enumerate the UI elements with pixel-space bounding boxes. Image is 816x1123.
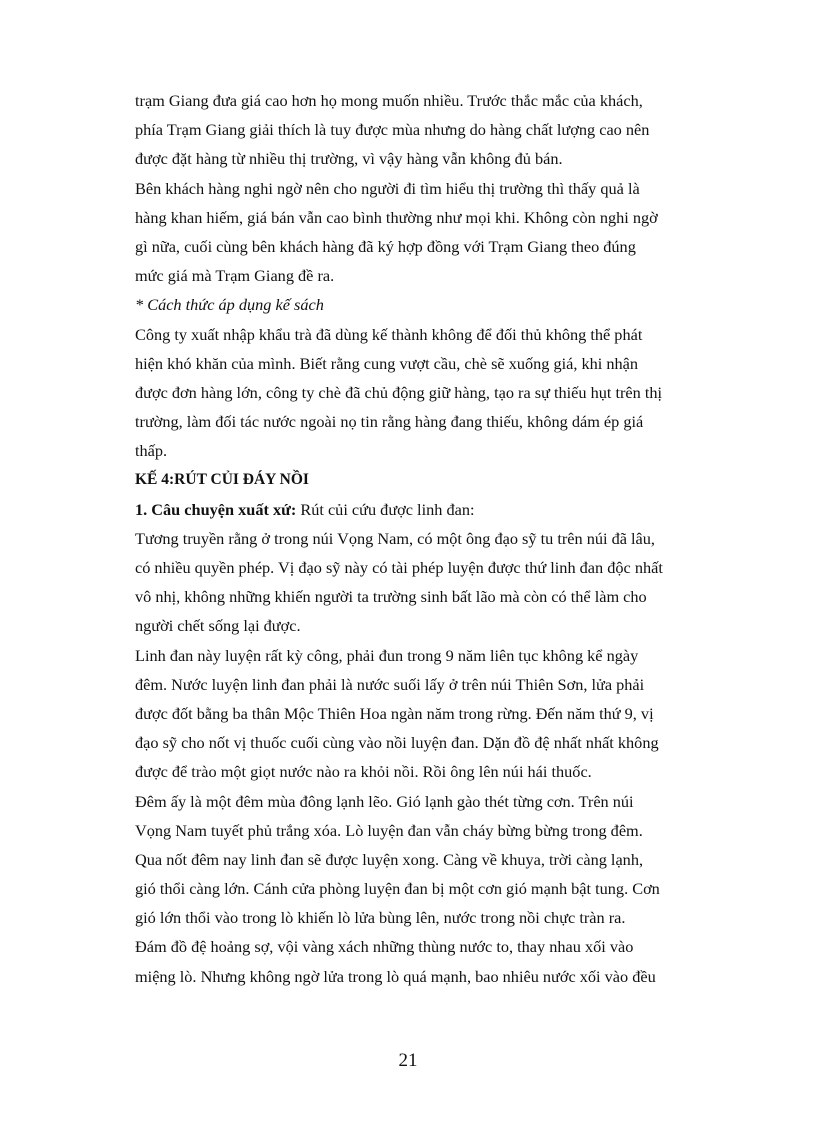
paragraph-line: được đốt bằng ba thân Mộc Thiên Hoa ngàn năm trong rừng. Đến năm thứ 9, vị bbox=[135, 703, 654, 723]
paragraph-line: có nhiều quyền phép. Vị đạo sỹ này có tài phép luyện được thứ linh đan độc nhất bbox=[135, 558, 663, 577]
paragraph-line: được đơn hàng lớn, công ty chè đã chủ động giữ hàng, tạo ra sự thiếu hụt trên thị bbox=[135, 382, 663, 402]
subheading: * Cách thức áp dụng kế sách bbox=[135, 295, 324, 315]
document-page bbox=[135, 86, 715, 991]
paragraph-line: Đám đồ đệ hoảng sợ, vội vàng xách những thùng nước to, thay nhau xối vào bbox=[135, 937, 634, 957]
paragraph-line: gió thổi càng lớn. Cánh cửa phòng luyện đan bị một cơn gió mạnh bật tung. Cơn bbox=[135, 879, 660, 899]
paragraph-line: được để trào một giọt nước nào ra khỏi nồi. Rồi ông lên núi hái thuốc. bbox=[135, 762, 592, 782]
paragraph-line: trạm Giang đưa giá cao hơn họ mong muốn nhiều. Trước thắc mắc của khách, bbox=[135, 91, 643, 110]
paragraph-line: hàng khan hiếm, giá bán vẫn cao bình thường như mọi khi. Không còn nghi ngờ bbox=[135, 207, 658, 227]
paragraph-line: đạo sỹ cho nốt vị thuốc cuối cùng vào nồi luyện đan. Dặn đồ đệ nhất nhất không bbox=[135, 733, 659, 753]
paragraph-line: miệng lò. Nhưng không ngờ lửa trong lò quá mạnh, bao nhiêu nước xối vào đều bbox=[135, 966, 656, 986]
paragraph-line: trường, làm đối tác nước ngoài nọ tin rằng hàng đang thiếu, không dám ép giá bbox=[135, 412, 644, 432]
story-title: Rút củi cứu được linh đan: bbox=[296, 499, 475, 519]
paragraph-line: vô nhị, không những khiến người ta trường sinh bất lão mà còn có thể làm cho bbox=[135, 587, 647, 607]
paragraph-line: đêm. Nước luyện linh đan phải là nước suối lấy ở trên núi Thiên Sơn, lửa phải bbox=[135, 674, 645, 694]
paragraph-line: Bên khách hàng nghi ngờ nên cho người đi tìm hiểu thị trường thì thấy quả là bbox=[135, 178, 640, 198]
paragraph-line: Linh đan này luyện rất kỳ công, phải đun trong 9 năm liên tục không kể ngày bbox=[135, 645, 639, 665]
paragraph-line: được đặt hàng từ nhiều thị trường, vì vậy hàng vẫn không đủ bán. bbox=[135, 149, 563, 169]
paragraph-line: Công ty xuất nhập khẩu trà đã dùng kế thành không để đối thủ không thể phát bbox=[135, 324, 643, 344]
paragraph-line: gì nữa, cuối cùng bên khách hàng đã ký hợp đồng với Trạm Giang theo đúng bbox=[135, 236, 636, 256]
paragraph-line: phía Trạm Giang giải thích là tuy được mùa nhưng do hàng chất lượng cao nên bbox=[135, 120, 650, 140]
paragraph-line: gió lớn thổi vào trong lò khiến lò lửa bùng lên, nước trong nồi chực tràn ra. bbox=[135, 908, 626, 928]
paragraph-line: Qua nốt đêm nay linh đan sẽ được luyện xong. Càng về khuya, trời càng lạnh, bbox=[135, 849, 644, 869]
paragraph-line: thấp. bbox=[135, 441, 168, 461]
section-heading: KẾ 4:RÚT CỦI ĐÁY NỒI bbox=[135, 471, 309, 489]
paragraph-line: Vọng Nam tuyết phủ trắng xóa. Lò luyện đan vẫn cháy bừng bừng trong đêm. bbox=[135, 820, 643, 840]
paragraph-line: người chết sống lại được. bbox=[135, 616, 301, 636]
paragraph-line: mức giá mà Trạm Giang đề ra. bbox=[135, 266, 335, 286]
paragraph-line: Tương truyền rằng ở trong núi Vọng Nam, có một ông đạo sỹ tu trên núi đã lâu, bbox=[135, 528, 655, 548]
story-label: 1. Câu chuyện xuất xứ: bbox=[135, 499, 297, 519]
paragraph-line: Đêm ấy là một đêm mùa đông lạnh lẽo. Gió lạnh gào thét từng cơn. Trên núi bbox=[135, 791, 634, 811]
story-heading-line bbox=[135, 495, 715, 524]
page-number: 21 bbox=[398, 1050, 418, 1071]
paragraph-line: hiện khó khăn của mình. Biết rằng cung vượt cầu, chè sẽ xuống giá, khi nhận bbox=[135, 353, 639, 373]
